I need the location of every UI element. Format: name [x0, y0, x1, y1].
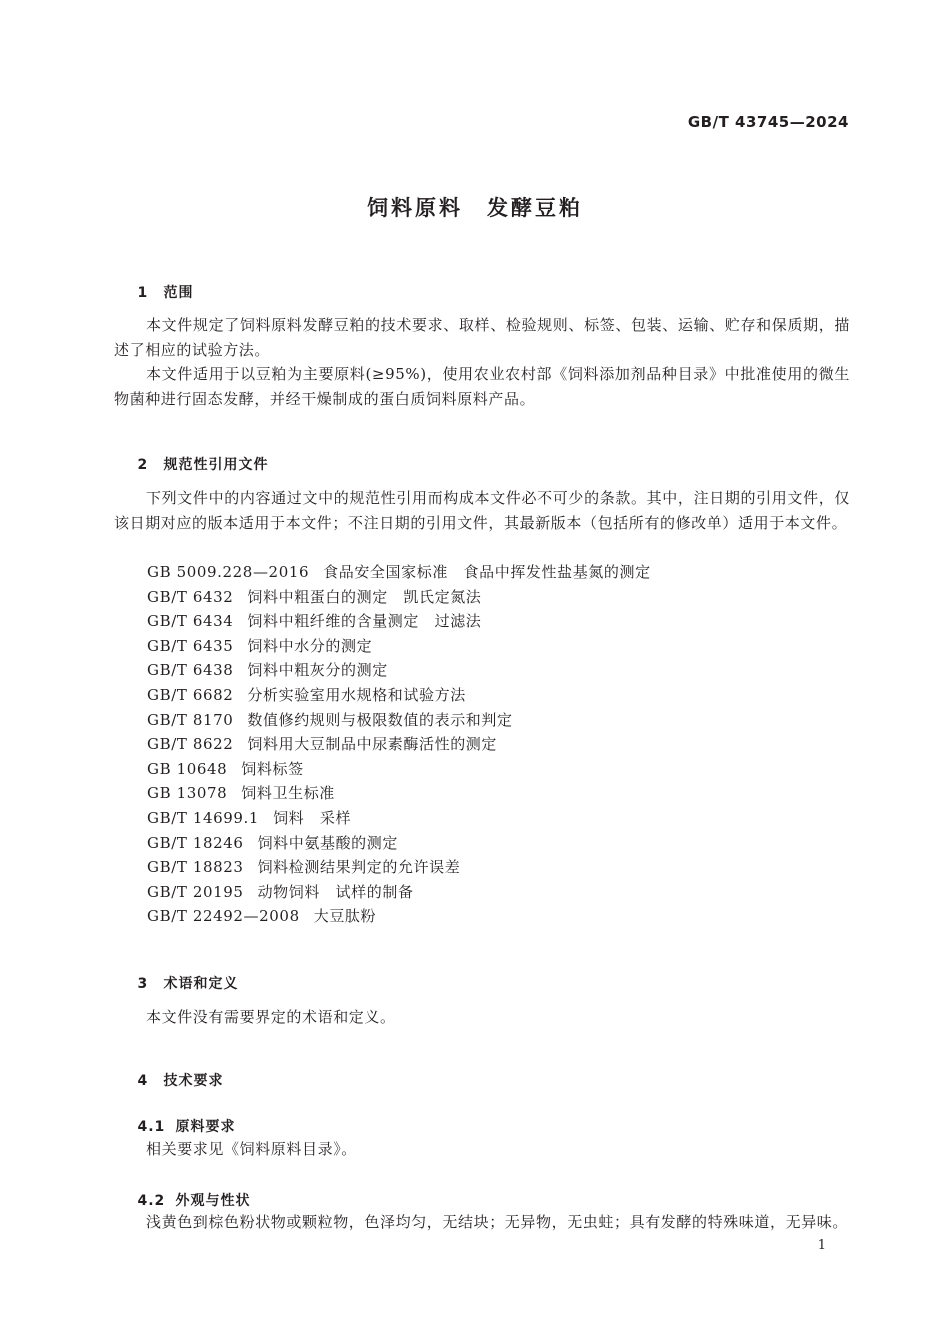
- section-3-paragraph-1: 本文件没有需要界定的术语和定义。: [146, 1008, 396, 1026]
- section-number: 4.1: [137, 1119, 166, 1135]
- reference-code: GB/T 6432: [147, 587, 234, 606]
- section-4-heading: [114, 1054, 224, 1106]
- reference-code: GB/T 8170: [147, 710, 234, 729]
- section-1-paragraph-2: 本文件适用于以豆粕为主要原料(≥95%)，使用农业农村部《饲料添加剂品种目录》中批准使用的微生物菌种进行固态发酵，并经干燥制成的蛋白质饲料原料产品。: [114, 365, 850, 408]
- reference-title: 饲料中粗蛋白的测定 凯氏定氮法: [247, 587, 482, 606]
- reference-item: [147, 634, 651, 659]
- reference-item: [147, 806, 651, 831]
- section-title: 技术要求: [163, 1073, 224, 1089]
- standard-code: GB/T 43745—2024: [687, 113, 849, 131]
- normative-references-list: [147, 560, 651, 929]
- reference-code: GB/T 18823: [147, 858, 244, 877]
- reference-title: 分析实验室用水规格和试验方法: [247, 685, 466, 704]
- section-title: 规范性引用文件: [163, 457, 269, 473]
- reference-item: [147, 609, 651, 634]
- reference-item: [147, 757, 651, 782]
- reference-item: [147, 585, 651, 610]
- section-title: 术语和定义: [163, 976, 239, 992]
- reference-item: [147, 560, 651, 585]
- reference-item: [147, 658, 651, 683]
- reference-title: 饲料卫生标准: [241, 784, 335, 803]
- reference-item: [147, 855, 651, 880]
- section-number: 2: [137, 457, 149, 473]
- reference-item: [147, 708, 651, 733]
- reference-title: 饲料中粗纤维的含量测定 过滤法: [247, 612, 482, 631]
- reference-title: 动物饲料 试样的制备: [257, 882, 414, 901]
- section-number: 1: [137, 285, 149, 301]
- reference-title: 饲料中粗灰分的测定: [247, 661, 388, 680]
- reference-code: GB 10648: [147, 759, 228, 778]
- reference-title: 饲料用大豆制品中尿素酶活性的测定: [247, 735, 498, 754]
- section-3-heading: [114, 957, 239, 1009]
- reference-title: 饲料中氨基酸的测定: [257, 833, 398, 852]
- reference-item: [147, 831, 651, 856]
- reference-title: 食品安全国家标准 食品中挥发性盐基氮的测定: [323, 563, 651, 581]
- reference-title: 大豆肽粉: [313, 907, 377, 926]
- document-title: 饲料原料 发酵豆粕: [367, 196, 583, 220]
- reference-item: [147, 904, 651, 929]
- reference-code: GB/T 6438: [147, 661, 234, 680]
- page-number: 1: [817, 1238, 826, 1253]
- reference-title: 数值修约规则与极限数值的表示和判定: [247, 710, 513, 729]
- section-1-heading: [114, 266, 194, 318]
- section-2-paragraph-1: 下列文件中的内容通过文中的规范性引用而构成本文件必不可少的条款。其中，注日期的引用文件，仅该日期对应的版本适用于本文件；不注日期的引用文件，其最新版本（包括所有的修改单）适用于本文件。: [114, 489, 850, 532]
- reference-title: 饲料中水分的测定: [247, 636, 373, 655]
- section-title: 原料要求: [175, 1119, 236, 1135]
- reference-title: 饲料 采样: [273, 808, 352, 827]
- section-title: 范围: [163, 285, 194, 301]
- reference-code: GB 13078: [147, 784, 228, 803]
- reference-code: GB/T 14699.1: [147, 808, 260, 827]
- reference-title: 饲料检测结果判定的允许误差: [257, 858, 461, 877]
- reference-title: 饲料标签: [241, 759, 304, 778]
- reference-item: [147, 732, 651, 757]
- reference-code: GB 5009.228—2016: [147, 563, 310, 581]
- section-1-paragraph-1: 本文件规定了饲料原料发酵豆粕的技术要求、取样、检验规则、标签、包装、运输、贮存和保质期，描述了相应的试验方法。: [114, 316, 850, 359]
- section-4-1-paragraph: 相关要求见《饲料原料目录》。: [146, 1140, 357, 1158]
- reference-code: GB/T 6435: [147, 636, 234, 655]
- reference-code: GB/T 6434: [147, 612, 234, 631]
- reference-item: [147, 683, 651, 708]
- reference-item: [147, 781, 651, 806]
- reference-item: [147, 880, 651, 905]
- section-number: 4: [137, 1073, 149, 1089]
- reference-code: GB/T 8622: [147, 735, 234, 754]
- section-title: 外观与性状: [175, 1193, 251, 1209]
- reference-code: GB/T 18246: [147, 833, 244, 852]
- section-4-2-paragraph: 浅黄色到棕色粉状物或颗粒物，色泽均匀，无结块；无异物，无虫蛀；具有发酵的特殊味道，无异味。: [146, 1213, 849, 1231]
- section-number: 3: [137, 976, 149, 992]
- section-2-heading: [114, 438, 269, 490]
- reference-code: GB/T 22492—2008: [147, 907, 300, 926]
- section-number: 4.2: [137, 1193, 166, 1209]
- reference-code: GB/T 20195: [147, 882, 244, 901]
- reference-code: GB/T 6682: [147, 685, 234, 704]
